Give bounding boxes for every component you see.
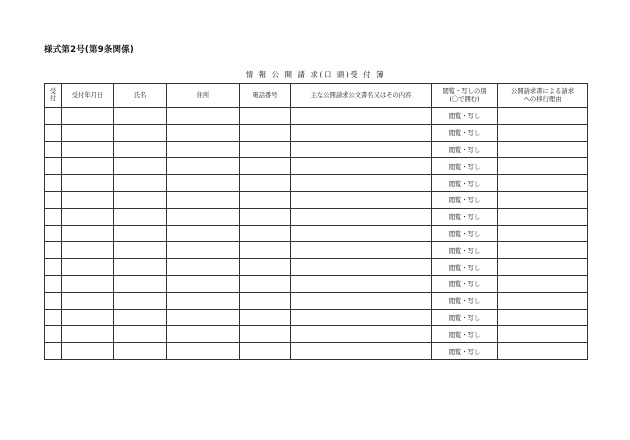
cell-address xyxy=(167,141,240,158)
cell-document xyxy=(291,343,432,360)
cell-transfer-reason xyxy=(498,275,588,292)
cell-view-copy: 閲覧・写し xyxy=(432,175,498,192)
cell-address xyxy=(167,242,240,259)
cell-date xyxy=(62,275,114,292)
cell-view-copy: 閲覧・写し xyxy=(432,242,498,259)
cell-name xyxy=(114,292,167,309)
form-number-label: 様式第2号(第9条関係) xyxy=(44,45,134,55)
cell-document xyxy=(291,158,432,175)
cell-view-copy: 閲覧・写し xyxy=(432,141,498,158)
cell-date xyxy=(62,108,114,125)
col-header-reason-line1: 公開請求書による請求 xyxy=(511,87,574,95)
cell-phone xyxy=(240,225,291,242)
cell-reception xyxy=(45,108,62,125)
table-row xyxy=(45,175,588,192)
cell-name xyxy=(114,124,167,141)
col-header-reason-line2: への移行理由 xyxy=(523,95,562,103)
cell-document xyxy=(291,242,432,259)
cell-date xyxy=(62,124,114,141)
cell-date xyxy=(62,326,114,343)
cell-view-copy: 閲覧・写し xyxy=(432,326,498,343)
col-header-document: 主な公開請求公文書名又はその内容 xyxy=(291,84,432,108)
cell-date xyxy=(62,175,114,192)
cell-reception xyxy=(45,158,62,175)
cell-address xyxy=(167,326,240,343)
table-row xyxy=(45,343,588,360)
table-row xyxy=(45,225,588,242)
cell-address xyxy=(167,158,240,175)
cell-transfer-reason xyxy=(498,242,588,259)
cell-reception xyxy=(45,124,62,141)
cell-view-copy: 閲覧・写し xyxy=(432,225,498,242)
table-row xyxy=(45,292,588,309)
col-header-view-copy-line1: 閲覧・写しの別 xyxy=(442,87,487,95)
col-header-transfer-reason xyxy=(498,84,588,108)
table-row xyxy=(45,326,588,343)
cell-document xyxy=(291,326,432,343)
table-row xyxy=(45,141,588,158)
cell-name xyxy=(114,208,167,225)
table-row xyxy=(45,259,588,276)
cell-document xyxy=(291,191,432,208)
cell-address xyxy=(167,292,240,309)
cell-name xyxy=(114,309,167,326)
col-header-name: 氏名 xyxy=(114,84,167,108)
cell-transfer-reason xyxy=(498,175,588,192)
cell-phone xyxy=(240,124,291,141)
cell-reception xyxy=(45,292,62,309)
cell-phone xyxy=(240,208,291,225)
cell-phone xyxy=(240,191,291,208)
col-header-phone: 電話番号 xyxy=(240,84,291,108)
cell-name xyxy=(114,191,167,208)
cell-document xyxy=(291,275,432,292)
cell-address xyxy=(167,108,240,125)
cell-phone xyxy=(240,175,291,192)
cell-view-copy: 閲覧・写し xyxy=(432,259,498,276)
cell-name xyxy=(114,108,167,125)
cell-transfer-reason xyxy=(498,225,588,242)
cell-address xyxy=(167,275,240,292)
cell-name xyxy=(114,343,167,360)
cell-address xyxy=(167,191,240,208)
cell-transfer-reason xyxy=(498,292,588,309)
cell-reception xyxy=(45,225,62,242)
reception-register-table xyxy=(44,83,588,360)
cell-phone xyxy=(240,275,291,292)
cell-reception xyxy=(45,191,62,208)
cell-transfer-reason xyxy=(498,208,588,225)
cell-name xyxy=(114,225,167,242)
cell-document xyxy=(291,108,432,125)
cell-reception xyxy=(45,259,62,276)
cell-date xyxy=(62,259,114,276)
cell-reception xyxy=(45,208,62,225)
cell-phone xyxy=(240,242,291,259)
cell-date xyxy=(62,292,114,309)
table-row xyxy=(45,108,588,125)
cell-view-copy: 閲覧・写し xyxy=(432,124,498,141)
cell-phone xyxy=(240,141,291,158)
cell-reception xyxy=(45,242,62,259)
header-row xyxy=(45,84,588,108)
cell-reception xyxy=(45,326,62,343)
cell-date xyxy=(62,191,114,208)
cell-document xyxy=(291,259,432,276)
cell-phone xyxy=(240,108,291,125)
cell-transfer-reason xyxy=(498,158,588,175)
register-body xyxy=(45,108,588,360)
cell-phone xyxy=(240,343,291,360)
cell-address xyxy=(167,175,240,192)
cell-transfer-reason xyxy=(498,259,588,276)
cell-address xyxy=(167,124,240,141)
cell-view-copy: 閲覧・写し xyxy=(432,191,498,208)
cell-document xyxy=(291,175,432,192)
cell-phone xyxy=(240,158,291,175)
cell-transfer-reason xyxy=(498,191,588,208)
cell-document xyxy=(291,225,432,242)
col-header-date: 受付年月日 xyxy=(62,84,114,108)
cell-address xyxy=(167,259,240,276)
cell-address xyxy=(167,343,240,360)
table-row xyxy=(45,208,588,225)
cell-view-copy: 閲覧・写し xyxy=(432,158,498,175)
col-header-reception xyxy=(45,84,62,108)
cell-view-copy: 閲覧・写し xyxy=(432,108,498,125)
cell-date xyxy=(62,225,114,242)
cell-address xyxy=(167,309,240,326)
table-row xyxy=(45,158,588,175)
col-header-view-copy xyxy=(432,84,498,108)
cell-document xyxy=(291,141,432,158)
cell-transfer-reason xyxy=(498,141,588,158)
cell-transfer-reason xyxy=(498,124,588,141)
table-row xyxy=(45,275,588,292)
cell-view-copy: 閲覧・写し xyxy=(432,208,498,225)
cell-reception xyxy=(45,343,62,360)
cell-address xyxy=(167,208,240,225)
col-header-view-copy-line2: (〇で囲む) xyxy=(449,95,480,103)
cell-document xyxy=(291,309,432,326)
cell-view-copy: 閲覧・写し xyxy=(432,309,498,326)
register-title: 情 報 公 開 請 求(口 頭)受 付 簿 xyxy=(245,70,386,79)
cell-transfer-reason xyxy=(498,108,588,125)
cell-phone xyxy=(240,259,291,276)
cell-name xyxy=(114,275,167,292)
cell-name xyxy=(114,242,167,259)
cell-view-copy: 閲覧・写し xyxy=(432,275,498,292)
cell-transfer-reason xyxy=(498,309,588,326)
cell-phone xyxy=(240,326,291,343)
cell-date xyxy=(62,141,114,158)
cell-reception xyxy=(45,141,62,158)
cell-reception xyxy=(45,309,62,326)
cell-name xyxy=(114,259,167,276)
col-header-reception-label: 受付 xyxy=(49,88,57,102)
cell-name xyxy=(114,326,167,343)
cell-reception xyxy=(45,275,62,292)
cell-name xyxy=(114,175,167,192)
cell-name xyxy=(114,158,167,175)
cell-date xyxy=(62,208,114,225)
table-row xyxy=(45,242,588,259)
cell-date xyxy=(62,158,114,175)
cell-address xyxy=(167,225,240,242)
cell-name xyxy=(114,141,167,158)
cell-transfer-reason xyxy=(498,326,588,343)
table-row xyxy=(45,124,588,141)
cell-transfer-reason xyxy=(498,343,588,360)
table-row xyxy=(45,191,588,208)
cell-document xyxy=(291,124,432,141)
cell-phone xyxy=(240,309,291,326)
cell-date xyxy=(62,343,114,360)
cell-view-copy: 閲覧・写し xyxy=(432,292,498,309)
cell-view-copy: 閲覧・写し xyxy=(432,343,498,360)
cell-document xyxy=(291,208,432,225)
table-row xyxy=(45,309,588,326)
cell-date xyxy=(62,242,114,259)
cell-phone xyxy=(240,292,291,309)
cell-reception xyxy=(45,175,62,192)
cell-document xyxy=(291,292,432,309)
cell-date xyxy=(62,309,114,326)
col-header-address: 住所 xyxy=(167,84,240,108)
